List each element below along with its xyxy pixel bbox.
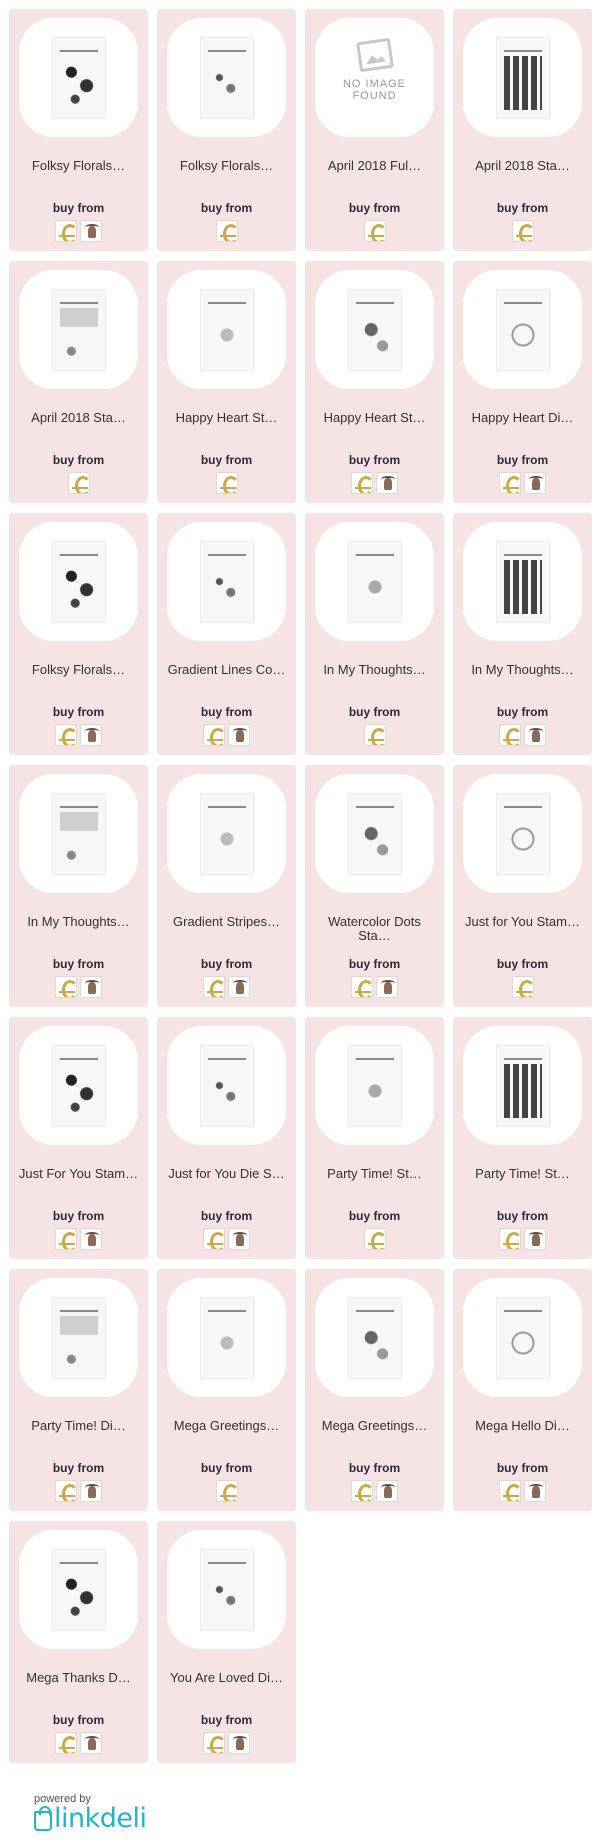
retailer-scrapbook-logo-button[interactable] [216, 220, 238, 242]
package-artwork [208, 1568, 246, 1622]
retailer-deer-logo-button[interactable] [228, 724, 250, 746]
product-title-link[interactable] [15, 663, 142, 677]
retailer-list [157, 1228, 296, 1250]
package-artwork [356, 308, 394, 362]
product-package-image [348, 541, 402, 623]
package-header-bar [60, 806, 98, 808]
retailer-deer-logo-button[interactable] [80, 1732, 102, 1754]
retailer-scrapbook-logo-button[interactable] [351, 1480, 373, 1502]
product-title-link[interactable] [459, 1167, 586, 1181]
product-package-image [200, 289, 254, 371]
product-package-image [52, 289, 106, 371]
product-package-image [496, 37, 550, 119]
product-title-text: Watercolor Dots Sta… [328, 915, 421, 943]
retailer-list [157, 724, 296, 746]
footer [34, 1793, 147, 1834]
retailer-deer-logo-button[interactable] [376, 1480, 398, 1502]
product-title-text: Just for You Die S… [168, 1167, 285, 1181]
buy-from-label: buy from [348, 1209, 401, 1223]
retailer-scrapbook-logo-button[interactable] [203, 1228, 225, 1250]
retailer-list [305, 220, 444, 242]
product-image-link[interactable] [463, 18, 582, 137]
retailer-deer-logo-button[interactable] [80, 976, 102, 998]
buy-from-label: buy from [348, 705, 401, 719]
retailer-scrapbook-logo-button[interactable] [55, 1480, 77, 1502]
buy-from-label: buy from [496, 201, 549, 215]
package-header-bar [60, 302, 98, 304]
buy-from-label: buy from [200, 1713, 253, 1727]
retailer-scrapbook-logo-button[interactable] [55, 220, 77, 242]
product-title-link[interactable] [15, 915, 142, 929]
retailer-deer-logo-button[interactable] [80, 1228, 102, 1250]
package-header-bar [504, 554, 542, 556]
product-card[interactable] [453, 9, 592, 251]
product-title-text: Happy Heart St… [323, 411, 426, 425]
retailer-scrapbook-logo-button[interactable] [364, 1228, 386, 1250]
package-artwork [208, 1316, 246, 1370]
product-card[interactable] [157, 9, 296, 251]
product-title-link[interactable] [459, 411, 586, 425]
product-title-text: You Are Loved Di… [170, 1671, 283, 1685]
retailer-list [157, 220, 296, 242]
retailer-scrapbook-logo-button[interactable] [55, 1732, 77, 1754]
package-header-bar [356, 554, 394, 556]
no-image-icon [343, 36, 407, 120]
package-header-bar [208, 1058, 246, 1060]
retailer-list [305, 1228, 444, 1250]
product-package-image [348, 793, 402, 875]
package-artwork [504, 308, 542, 362]
package-artwork [356, 1316, 394, 1370]
product-image-link[interactable] [463, 774, 582, 893]
package-header-bar [504, 302, 542, 304]
product-image-link[interactable] [463, 522, 582, 641]
retailer-list [157, 1480, 296, 1502]
product-title-link[interactable] [163, 663, 290, 677]
no-image-text: NO IMAGE FOUND [342, 77, 406, 102]
product-title-link[interactable] [15, 159, 142, 173]
package-artwork [60, 812, 98, 866]
product-card[interactable] [157, 1017, 296, 1259]
product-title-link[interactable] [311, 1419, 438, 1433]
package-artwork [356, 1064, 394, 1118]
product-card[interactable] [157, 513, 296, 755]
product-title-text: Gradient Lines Co… [167, 663, 286, 677]
retailer-list [9, 472, 148, 494]
retailer-scrapbook-logo-button[interactable] [203, 976, 225, 998]
package-header-bar [504, 1310, 542, 1312]
product-title-link[interactable] [459, 915, 586, 929]
product-title-link[interactable] [163, 159, 290, 173]
package-header-bar [356, 806, 394, 808]
buy-from-label: buy from [496, 957, 549, 971]
buy-from-label: buy from [52, 453, 105, 467]
package-header-bar [208, 50, 246, 52]
product-title-link[interactable] [15, 1167, 142, 1181]
retailer-scrapbook-logo-button[interactable] [55, 976, 77, 998]
package-artwork [208, 1064, 246, 1118]
product-package-image [348, 1297, 402, 1379]
product-card[interactable] [9, 9, 148, 251]
buy-from-label: buy from [200, 453, 253, 467]
package-artwork [208, 308, 246, 362]
linkdeli-logo-link[interactable] [34, 1803, 147, 1834]
package-header-bar [60, 50, 98, 52]
package-header-bar [504, 1058, 542, 1060]
product-title-link[interactable] [163, 1671, 290, 1685]
product-package-image [52, 793, 106, 875]
product-image-link[interactable] [19, 522, 138, 641]
package-header-bar [60, 1562, 98, 1564]
product-image-link[interactable] [19, 1530, 138, 1649]
retailer-list [157, 1732, 296, 1754]
product-card[interactable] [305, 513, 444, 755]
package-header-bar [208, 302, 246, 304]
product-title-text: Gradient Stripes… [173, 915, 280, 929]
package-artwork [356, 560, 394, 614]
product-title-text: Party Time! St… [475, 1167, 570, 1181]
retailer-scrapbook-logo-button[interactable] [351, 472, 373, 494]
retailer-list [157, 976, 296, 998]
product-image-link[interactable] [315, 18, 434, 137]
product-title-link[interactable] [459, 1419, 586, 1433]
retailer-scrapbook-logo-button[interactable] [216, 472, 238, 494]
product-title-link[interactable] [311, 1167, 438, 1181]
package-artwork [60, 308, 98, 362]
product-card[interactable] [453, 1017, 592, 1259]
product-package-image [200, 541, 254, 623]
product-title-text: Party Time! St… [327, 1167, 422, 1181]
product-title-text: Happy Heart St… [175, 411, 278, 425]
product-image-link[interactable] [167, 522, 286, 641]
product-title-text: Folksy Florals… [31, 159, 126, 173]
buy-from-label: buy from [200, 201, 253, 215]
package-artwork [60, 1064, 98, 1118]
retailer-scrapbook-logo-button[interactable] [364, 220, 386, 242]
buy-from-label: buy from [52, 1713, 105, 1727]
product-image-link[interactable] [463, 1026, 582, 1145]
product-card[interactable] [9, 765, 148, 1007]
product-card[interactable] [305, 1269, 444, 1511]
package-artwork [504, 812, 542, 866]
retailer-list [9, 220, 148, 242]
buy-from-label: buy from [348, 1461, 401, 1475]
package-header-bar [208, 1562, 246, 1564]
retailer-list [9, 1228, 148, 1250]
retailer-deer-logo-button[interactable] [524, 1480, 546, 1502]
package-header-bar [60, 1310, 98, 1312]
product-image-link[interactable] [167, 1278, 286, 1397]
package-artwork [504, 56, 542, 110]
product-package-image [52, 541, 106, 623]
product-image-link[interactable] [167, 18, 286, 137]
product-image-link[interactable] [463, 270, 582, 389]
package-artwork [60, 1316, 98, 1370]
retailer-list [9, 1480, 148, 1502]
retailer-scrapbook-logo-button[interactable] [364, 724, 386, 746]
product-title-link[interactable] [163, 915, 290, 929]
product-package-image [52, 37, 106, 119]
package-header-bar [356, 1058, 394, 1060]
product-title-text: Mega Thanks D… [26, 1671, 131, 1685]
product-image-link[interactable] [19, 18, 138, 137]
package-artwork [60, 56, 98, 110]
product-title-link[interactable] [311, 411, 438, 425]
retailer-deer-logo-button[interactable] [228, 1228, 250, 1250]
package-header-bar [356, 1310, 394, 1312]
retailer-list [305, 976, 444, 998]
retailer-scrapbook-logo-button[interactable] [499, 1228, 521, 1250]
retailer-scrapbook-logo-button[interactable] [55, 724, 77, 746]
product-title-link[interactable] [15, 1671, 142, 1685]
product-title-text: In My Thoughts… [27, 915, 130, 929]
retailer-scrapbook-logo-button[interactable] [216, 1480, 238, 1502]
product-package-image [200, 1549, 254, 1631]
shopping-bag-icon [34, 1811, 52, 1831]
retailer-list [305, 1480, 444, 1502]
photo-placeholder-icon [356, 37, 394, 71]
retailer-list [453, 220, 592, 242]
product-title-link[interactable] [163, 1419, 290, 1433]
product-package-image [200, 37, 254, 119]
retailer-scrapbook-logo-button[interactable] [512, 976, 534, 998]
product-card[interactable] [9, 1269, 148, 1511]
buy-from-label: buy from [496, 453, 549, 467]
package-artwork [208, 812, 246, 866]
product-image-link[interactable] [315, 774, 434, 893]
product-title-link[interactable] [459, 663, 586, 677]
product-package-image [52, 1549, 106, 1631]
product-package-image [348, 1045, 402, 1127]
retailer-scrapbook-logo-button[interactable] [68, 472, 90, 494]
product-title-text: In My Thoughts… [471, 663, 574, 677]
product-card[interactable] [453, 765, 592, 1007]
retailer-list [157, 472, 296, 494]
product-title-text: Folksy Florals… [31, 663, 126, 677]
product-card[interactable] [305, 765, 444, 1007]
product-image-link[interactable] [315, 1278, 434, 1397]
product-package-image [52, 1297, 106, 1379]
retailer-list [9, 1732, 148, 1754]
product-title-text: Mega Greetings… [321, 1419, 428, 1433]
product-title-link[interactable] [311, 159, 438, 173]
buy-from-label: buy from [52, 1209, 105, 1223]
buy-from-label: buy from [496, 1209, 549, 1223]
product-title-link[interactable] [459, 159, 586, 173]
retailer-deer-logo-button[interactable] [228, 976, 250, 998]
package-header-bar [208, 806, 246, 808]
buy-from-label: buy from [496, 1461, 549, 1475]
retailer-deer-logo-button[interactable] [80, 724, 102, 746]
product-title-link[interactable] [311, 915, 438, 943]
buy-from-label: buy from [52, 1461, 105, 1475]
retailer-deer-logo-button[interactable] [524, 472, 546, 494]
product-image-link[interactable] [19, 1278, 138, 1397]
retailer-deer-logo-button[interactable] [376, 976, 398, 998]
package-header-bar [504, 50, 542, 52]
product-card[interactable] [9, 1017, 148, 1259]
product-card[interactable] [157, 765, 296, 1007]
package-header-bar [356, 302, 394, 304]
product-package-image [348, 289, 402, 371]
package-artwork [504, 1316, 542, 1370]
retailer-scrapbook-logo-button[interactable] [203, 1732, 225, 1754]
retailer-deer-logo-button[interactable] [228, 1732, 250, 1754]
product-image-link[interactable] [167, 1530, 286, 1649]
retailer-deer-logo-button[interactable] [524, 1228, 546, 1250]
buy-from-label: buy from [52, 957, 105, 971]
product-title-text: April 2018 Ful… [327, 159, 422, 173]
product-title-link[interactable] [15, 1419, 142, 1433]
retailer-scrapbook-logo-button[interactable] [203, 724, 225, 746]
package-artwork [356, 812, 394, 866]
product-card[interactable] [453, 1269, 592, 1511]
retailer-deer-logo-button[interactable] [524, 724, 546, 746]
product-card[interactable] [9, 1521, 148, 1763]
product-title-text: Just for You Stam… [465, 915, 580, 929]
product-card[interactable] [157, 261, 296, 503]
retailer-scrapbook-logo-button[interactable] [499, 1480, 521, 1502]
product-image-link[interactable] [19, 774, 138, 893]
buy-from-label: buy from [348, 957, 401, 971]
product-title-link[interactable] [311, 663, 438, 677]
product-title-text: In My Thoughts… [323, 663, 426, 677]
package-header-bar [208, 554, 246, 556]
retailer-list [453, 724, 592, 746]
buy-from-label: buy from [348, 201, 401, 215]
product-card[interactable] [9, 513, 148, 755]
retailer-list [305, 472, 444, 494]
buy-from-label: buy from [52, 705, 105, 719]
retailer-scrapbook-logo-button[interactable] [351, 976, 373, 998]
linkdeli-brand-text: linkdeli [54, 1803, 147, 1834]
product-card[interactable] [305, 9, 444, 251]
product-title-text: Just For You Stam… [18, 1167, 139, 1181]
package-artwork [60, 1568, 98, 1622]
product-title-text: Happy Heart Di… [471, 411, 574, 425]
retailer-list [9, 976, 148, 998]
package-header-bar [60, 554, 98, 556]
product-title-link[interactable] [163, 1167, 290, 1181]
product-image-link[interactable] [167, 1026, 286, 1145]
product-title-text: April 2018 Sta… [31, 411, 126, 425]
product-package-image [52, 1045, 106, 1127]
product-grid [9, 9, 591, 1763]
buy-from-label: buy from [200, 1209, 253, 1223]
product-title-text: Folksy Florals… [179, 159, 274, 173]
retailer-list [453, 472, 592, 494]
buy-from-label: buy from [200, 1461, 253, 1475]
package-header-bar [504, 806, 542, 808]
product-image-link[interactable] [315, 1026, 434, 1145]
product-card[interactable] [9, 261, 148, 503]
retailer-scrapbook-logo-button[interactable] [55, 1228, 77, 1250]
retailer-list [305, 724, 444, 746]
package-artwork [504, 1064, 542, 1118]
buy-from-label: buy from [348, 453, 401, 467]
product-title-text: Mega Hello Di… [475, 1419, 570, 1433]
retailer-deer-logo-button[interactable] [376, 472, 398, 494]
buy-from-label: buy from [52, 201, 105, 215]
product-image-link[interactable] [19, 270, 138, 389]
retailer-list [453, 1228, 592, 1250]
product-card[interactable] [453, 261, 592, 503]
product-title-text: April 2018 Sta… [475, 159, 570, 173]
retailer-deer-logo-button[interactable] [80, 1480, 102, 1502]
product-package-image [496, 289, 550, 371]
product-image-link[interactable] [167, 774, 286, 893]
product-title-text: Mega Greetings… [173, 1419, 280, 1433]
product-title-link[interactable] [15, 411, 142, 425]
retailer-list [9, 724, 148, 746]
retailer-list [453, 976, 592, 998]
product-card[interactable] [157, 1269, 296, 1511]
retailer-scrapbook-logo-button[interactable] [512, 220, 534, 242]
product-package-image [496, 1297, 550, 1379]
product-image-link[interactable] [315, 522, 434, 641]
retailer-scrapbook-logo-button[interactable] [499, 724, 521, 746]
product-package-image [200, 1297, 254, 1379]
powered-by-text: powered by [34, 1793, 91, 1805]
retailer-scrapbook-logo-button[interactable] [499, 472, 521, 494]
product-package-image [200, 793, 254, 875]
product-package-image [496, 541, 550, 623]
product-card[interactable] [453, 513, 592, 755]
product-title-text: Party Time! Di… [31, 1419, 126, 1433]
package-artwork [208, 56, 246, 110]
product-image-link[interactable] [167, 270, 286, 389]
product-title-link[interactable] [163, 411, 290, 425]
retailer-deer-logo-button[interactable] [80, 220, 102, 242]
product-package-image [496, 793, 550, 875]
buy-from-label: buy from [200, 957, 253, 971]
product-image-link[interactable] [19, 1026, 138, 1145]
product-image-link[interactable] [463, 1278, 582, 1397]
product-package-image [496, 1045, 550, 1127]
package-artwork [504, 560, 542, 614]
package-header-bar [60, 1058, 98, 1060]
package-header-bar [208, 1310, 246, 1312]
package-artwork [60, 560, 98, 614]
buy-from-label: buy from [496, 705, 549, 719]
retailer-list [453, 1480, 592, 1502]
product-image-link[interactable] [315, 270, 434, 389]
product-card[interactable] [305, 261, 444, 503]
product-package-image [200, 1045, 254, 1127]
product-card[interactable] [157, 1521, 296, 1763]
buy-from-label: buy from [200, 705, 253, 719]
package-artwork [208, 560, 246, 614]
product-card[interactable] [305, 1017, 444, 1259]
